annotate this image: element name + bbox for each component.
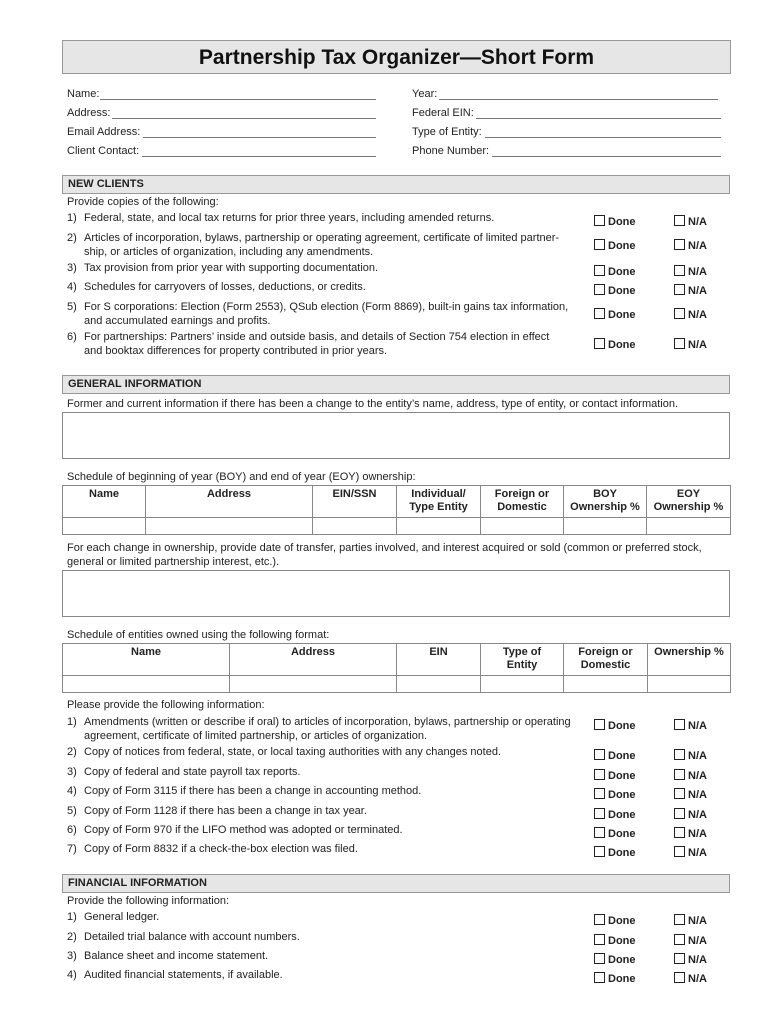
federal-ein-label: Federal EIN: bbox=[412, 107, 474, 119]
new-clients-heading: NEW CLIENTS bbox=[68, 178, 144, 190]
checkbox-square-icon[interactable] bbox=[674, 308, 685, 319]
entities-header-line-2: Domestic bbox=[580, 659, 631, 671]
entities-column-header bbox=[564, 644, 648, 676]
email-field[interactable] bbox=[143, 137, 376, 138]
checkbox-square-icon[interactable] bbox=[674, 827, 685, 838]
done-checkbox[interactable] bbox=[594, 749, 636, 762]
form-title-banner bbox=[62, 40, 731, 74]
new-clients-item-text: Articles of incorporation, bylaws, partnership or operating agreement, certificate of limited partner- bbox=[84, 232, 560, 244]
ownership-cell[interactable] bbox=[397, 518, 481, 535]
done-checkbox[interactable] bbox=[594, 972, 636, 985]
checkbox-square-icon[interactable] bbox=[594, 788, 605, 799]
ownership-column-header bbox=[146, 486, 313, 518]
checkbox-square-icon[interactable] bbox=[594, 953, 605, 964]
new-clients-item-text: and booktax differences for property contributed in prior years. bbox=[84, 345, 388, 357]
new-clients-item-number: 2) bbox=[67, 232, 77, 244]
na-label: N/A bbox=[688, 339, 707, 351]
na-checkbox[interactable] bbox=[674, 284, 707, 297]
done-checkbox[interactable] bbox=[594, 719, 636, 732]
entities-header-line-1: Name bbox=[131, 646, 161, 658]
na-label: N/A bbox=[688, 770, 707, 782]
checkbox-square-icon[interactable] bbox=[594, 749, 605, 760]
general-info-item-text: agreement, certificate of limited partnership, or articles of organization. bbox=[84, 730, 427, 742]
na-checkbox[interactable] bbox=[674, 788, 707, 801]
entities-cell[interactable] bbox=[230, 676, 397, 693]
entities-column-header bbox=[230, 644, 397, 676]
checkbox-square-icon[interactable] bbox=[674, 749, 685, 760]
entities-cell[interactable] bbox=[481, 676, 564, 693]
na-label: N/A bbox=[688, 216, 707, 228]
na-checkbox[interactable] bbox=[674, 953, 707, 966]
entities-header-line-2: Entity bbox=[506, 659, 538, 671]
done-label: Done bbox=[608, 240, 636, 252]
entities-cell[interactable] bbox=[564, 676, 648, 693]
general-info-item-number: 5) bbox=[67, 805, 77, 817]
na-label: N/A bbox=[688, 973, 707, 985]
ownership-header-line-1: Foreign or bbox=[494, 488, 550, 500]
ownership-header-line-1: EOY bbox=[676, 488, 701, 500]
federal-ein-field[interactable] bbox=[476, 118, 721, 119]
new-clients-item-number: 6) bbox=[67, 331, 77, 343]
done-checkbox[interactable] bbox=[594, 284, 636, 297]
former-current-caption: Former and current information if there has been a change to the entity’s name, address, type of entity, or contact information. bbox=[67, 398, 679, 410]
na-label: N/A bbox=[688, 266, 707, 278]
ownership-cell[interactable] bbox=[481, 518, 564, 535]
phone-field[interactable] bbox=[492, 156, 721, 157]
done-label: Done bbox=[608, 339, 636, 351]
done-label: Done bbox=[608, 847, 636, 859]
general-info-item-number: 4) bbox=[67, 785, 77, 797]
new-clients-item-text: Tax provision from prior year with supporting documentation. bbox=[84, 262, 379, 274]
done-checkbox[interactable] bbox=[594, 769, 636, 782]
ownership-column-header bbox=[481, 486, 564, 518]
na-label: N/A bbox=[688, 309, 707, 321]
financial-info-item-number: 4) bbox=[67, 969, 77, 981]
new-clients-item-number: 3) bbox=[67, 262, 77, 274]
na-checkbox[interactable] bbox=[674, 972, 707, 985]
ownership-table bbox=[62, 485, 731, 535]
financial-info-item-text: Audited financial statements, if available. bbox=[84, 969, 283, 981]
na-label: N/A bbox=[688, 285, 707, 297]
new-clients-item-text: For S corporations: Election (Form 2553), QSub election (Form 8869), built-in gains tax information, bbox=[84, 301, 569, 313]
entities-cell[interactable] bbox=[397, 676, 481, 693]
checkbox-square-icon[interactable] bbox=[594, 914, 605, 925]
done-checkbox[interactable] bbox=[594, 953, 636, 966]
na-label: N/A bbox=[688, 828, 707, 840]
done-checkbox[interactable] bbox=[594, 215, 636, 228]
checkbox-square-icon[interactable] bbox=[594, 719, 605, 730]
na-label: N/A bbox=[688, 240, 707, 252]
address-label: Address: bbox=[67, 107, 111, 119]
entities-cell[interactable] bbox=[648, 676, 731, 693]
checkbox-square-icon[interactable] bbox=[674, 239, 685, 250]
entities-cell[interactable] bbox=[63, 676, 230, 693]
na-checkbox[interactable] bbox=[674, 239, 707, 252]
general-info-item-text: Copy of Form 970 if the LIFO method was adopted or terminated. bbox=[84, 824, 403, 836]
entities-column-header bbox=[648, 644, 731, 676]
address-field[interactable] bbox=[112, 118, 376, 119]
general-info-item-number: 3) bbox=[67, 766, 77, 778]
done-label: Done bbox=[608, 266, 636, 278]
na-checkbox[interactable] bbox=[674, 914, 707, 927]
entities-column-header bbox=[481, 644, 564, 676]
na-checkbox[interactable] bbox=[674, 769, 707, 782]
done-checkbox[interactable] bbox=[594, 846, 636, 859]
checkbox-square-icon[interactable] bbox=[594, 265, 605, 276]
checkbox-square-icon[interactable] bbox=[674, 215, 685, 226]
ownership-header-line-1: Individual/ bbox=[411, 488, 466, 500]
na-checkbox[interactable] bbox=[674, 749, 707, 762]
done-label: Done bbox=[608, 720, 636, 732]
na-label: N/A bbox=[688, 847, 707, 859]
na-checkbox[interactable] bbox=[674, 934, 707, 947]
done-label: Done bbox=[608, 789, 636, 801]
checkbox-square-icon[interactable] bbox=[594, 215, 605, 226]
general-info-header bbox=[62, 375, 730, 394]
ownership-header-line-2: Type Entity bbox=[409, 501, 468, 513]
ownership-caption: Schedule of beginning of year (BOY) and end of year (EOY) ownership: bbox=[67, 471, 416, 483]
ownership-change-caption-2: general or limited partnership interest, etc.). bbox=[67, 556, 280, 568]
ownership-cell[interactable] bbox=[63, 518, 146, 535]
na-checkbox[interactable] bbox=[674, 846, 707, 859]
new-clients-item-text: Federal, state, and local tax returns for prior three years, including amended returns. bbox=[84, 212, 495, 224]
name-label: Name: bbox=[67, 88, 100, 100]
new-clients-item-number: 1) bbox=[67, 212, 77, 224]
provide-info-caption: Please provide the following information: bbox=[67, 699, 265, 711]
client-contact-field[interactable] bbox=[142, 156, 376, 157]
page-title: Partnership Tax Organizer—Short Form bbox=[198, 46, 595, 69]
na-checkbox[interactable] bbox=[674, 308, 707, 321]
financial-info-item-number: 3) bbox=[67, 950, 77, 962]
done-label: Done bbox=[608, 770, 636, 782]
ownership-header-line-1: Address bbox=[206, 488, 252, 500]
done-label: Done bbox=[608, 750, 636, 762]
done-checkbox[interactable] bbox=[594, 239, 636, 252]
general-info-item-number: 2) bbox=[67, 746, 77, 758]
new-clients-item-text: ship, or articles of organization, including any amendments. bbox=[84, 246, 374, 258]
na-label: N/A bbox=[688, 750, 707, 762]
done-checkbox[interactable] bbox=[594, 308, 636, 321]
done-checkbox[interactable] bbox=[594, 934, 636, 947]
financial-info-item-text: General ledger. bbox=[84, 911, 160, 923]
checkbox-square-icon[interactable] bbox=[674, 953, 685, 964]
done-checkbox[interactable] bbox=[594, 265, 636, 278]
ownership-column-header bbox=[313, 486, 397, 518]
checkbox-square-icon[interactable] bbox=[594, 308, 605, 319]
ownership-column-header bbox=[63, 486, 146, 518]
na-checkbox[interactable] bbox=[674, 719, 707, 732]
ownership-header-line-2: Ownership % bbox=[653, 501, 724, 513]
checkbox-square-icon[interactable] bbox=[674, 808, 685, 819]
checkbox-square-icon[interactable] bbox=[594, 972, 605, 983]
checkbox-square-icon[interactable] bbox=[594, 827, 605, 838]
entities-owned-table bbox=[62, 643, 731, 693]
ownership-change-textbox[interactable] bbox=[62, 570, 730, 617]
done-checkbox[interactable] bbox=[594, 827, 636, 840]
financial-info-item-number: 1) bbox=[67, 911, 77, 923]
financial-info-item-text: Detailed trial balance with account numbers. bbox=[84, 931, 300, 943]
general-info-item-text: Amendments (written or describe if oral) to articles of incorporation, bylaws, partnership or operating bbox=[84, 716, 571, 728]
ownership-cell[interactable] bbox=[313, 518, 397, 535]
done-checkbox[interactable] bbox=[594, 914, 636, 927]
general-info-item-text: Copy of Form 8832 if a check-the-box election was filed. bbox=[84, 843, 358, 855]
ownership-header-line-2: Ownership % bbox=[570, 501, 640, 513]
done-checkbox[interactable] bbox=[594, 808, 636, 821]
new-clients-item-text: and accumulated earnings and profits. bbox=[84, 315, 271, 327]
ownership-column-header bbox=[647, 486, 731, 518]
entities-column-header bbox=[397, 644, 481, 676]
new-clients-item-number: 5) bbox=[67, 301, 77, 313]
checkbox-square-icon[interactable] bbox=[594, 846, 605, 857]
year-label: Year: bbox=[412, 88, 438, 100]
na-checkbox[interactable] bbox=[674, 808, 707, 821]
checkbox-square-icon[interactable] bbox=[674, 972, 685, 983]
checkbox-square-icon[interactable] bbox=[674, 769, 685, 780]
done-checkbox[interactable] bbox=[594, 338, 636, 351]
checkbox-square-icon[interactable] bbox=[594, 239, 605, 250]
ownership-column-header bbox=[564, 486, 647, 518]
checkbox-square-icon[interactable] bbox=[674, 265, 685, 276]
ownership-header-line-1: BOY bbox=[593, 488, 617, 500]
general-info-heading: GENERAL INFORMATION bbox=[68, 378, 202, 390]
general-info-item-text: Copy of federal and state payroll tax reports. bbox=[84, 766, 301, 778]
checkbox-square-icon[interactable] bbox=[594, 808, 605, 819]
entities-header-line-1: EIN bbox=[429, 646, 448, 658]
new-clients-item-text: For partnerships: Partners’ inside and outside basis, and details of Section 754 election in effect bbox=[84, 331, 550, 343]
general-info-item-text: Copy of Form 3115 if there has been a change in accounting method. bbox=[84, 785, 422, 797]
done-label: Done bbox=[608, 309, 636, 321]
entities-header-line-1: Address bbox=[290, 646, 336, 658]
na-checkbox[interactable] bbox=[674, 265, 707, 278]
done-label: Done bbox=[608, 915, 636, 927]
na-label: N/A bbox=[688, 720, 707, 732]
name-field[interactable] bbox=[100, 99, 376, 100]
ownership-cell[interactable] bbox=[564, 518, 647, 535]
checkbox-square-icon[interactable] bbox=[674, 934, 685, 945]
financial-info-item-text: Balance sheet and income statement. bbox=[84, 950, 269, 962]
checkbox-square-icon[interactable] bbox=[594, 338, 605, 349]
former-current-textbox[interactable] bbox=[62, 412, 730, 459]
done-label: Done bbox=[608, 828, 636, 840]
na-label: N/A bbox=[688, 935, 707, 947]
done-label: Done bbox=[608, 216, 636, 228]
ownership-header-line-2: Domestic bbox=[497, 501, 547, 513]
entities-header-line-1: Foreign or bbox=[578, 646, 633, 658]
ownership-cell[interactable] bbox=[146, 518, 313, 535]
done-label: Done bbox=[608, 285, 636, 297]
year-field[interactable] bbox=[439, 99, 718, 100]
checkbox-square-icon[interactable] bbox=[674, 338, 685, 349]
new-clients-item-number: 4) bbox=[67, 281, 77, 293]
ownership-change-caption-1: For each change in ownership, provide date of transfer, parties involved, and interest acquired or sold (common or preferred stock, bbox=[67, 542, 702, 554]
checkbox-square-icon[interactable] bbox=[594, 934, 605, 945]
na-label: N/A bbox=[688, 915, 707, 927]
checkbox-square-icon[interactable] bbox=[594, 284, 605, 295]
entity-type-field[interactable] bbox=[485, 137, 721, 138]
done-label: Done bbox=[608, 809, 636, 821]
checkbox-square-icon[interactable] bbox=[674, 284, 685, 295]
checkbox-square-icon[interactable] bbox=[674, 914, 685, 925]
done-checkbox[interactable] bbox=[594, 788, 636, 801]
entity-type-label: Type of Entity: bbox=[412, 126, 482, 138]
new-clients-item-text: Schedules for carryovers of losses, deductions, or credits. bbox=[84, 281, 366, 293]
general-info-item-number: 6) bbox=[67, 824, 77, 836]
ownership-header-line-1: EIN/SSN bbox=[332, 488, 377, 500]
financial-info-intro: Provide the following information: bbox=[67, 895, 230, 907]
entities-column-header bbox=[63, 644, 230, 676]
general-info-item-number: 1) bbox=[67, 716, 77, 728]
na-label: N/A bbox=[688, 789, 707, 801]
done-label: Done bbox=[608, 935, 636, 947]
done-label: Done bbox=[608, 954, 636, 966]
general-info-item-text: Copy of Form 1128 if there has been a change in tax year. bbox=[84, 805, 367, 817]
entities-header-line-1: Ownership % bbox=[654, 646, 724, 658]
general-info-item-text: Copy of notices from federal, state, or local taxing authorities with any changes noted. bbox=[84, 746, 502, 758]
ownership-cell[interactable] bbox=[647, 518, 731, 535]
done-label: Done bbox=[608, 973, 636, 985]
na-checkbox[interactable] bbox=[674, 215, 707, 228]
checkbox-square-icon[interactable] bbox=[594, 769, 605, 780]
na-label: N/A bbox=[688, 809, 707, 821]
financial-info-header bbox=[62, 874, 730, 893]
checkbox-square-icon[interactable] bbox=[674, 719, 685, 730]
client-contact-label: Client Contact: bbox=[67, 145, 140, 157]
checkbox-square-icon[interactable] bbox=[674, 846, 685, 857]
ownership-column-header bbox=[397, 486, 481, 518]
entities-owned-caption: Schedule of entities owned using the following format: bbox=[67, 629, 330, 641]
na-label: N/A bbox=[688, 954, 707, 966]
email-label: Email Address: bbox=[67, 126, 141, 138]
financial-info-item-number: 2) bbox=[67, 931, 77, 943]
checkbox-square-icon[interactable] bbox=[674, 788, 685, 799]
entities-header-line-1: Type of bbox=[502, 646, 542, 658]
new-clients-header bbox=[62, 175, 730, 194]
na-checkbox[interactable] bbox=[674, 338, 707, 351]
new-clients-intro: Provide copies of the following: bbox=[67, 196, 219, 208]
na-checkbox[interactable] bbox=[674, 827, 707, 840]
financial-info-heading: FINANCIAL INFORMATION bbox=[68, 877, 207, 889]
ownership-header-line-1: Name bbox=[89, 488, 119, 500]
phone-label: Phone Number: bbox=[412, 145, 490, 157]
general-info-item-number: 7) bbox=[67, 843, 77, 855]
